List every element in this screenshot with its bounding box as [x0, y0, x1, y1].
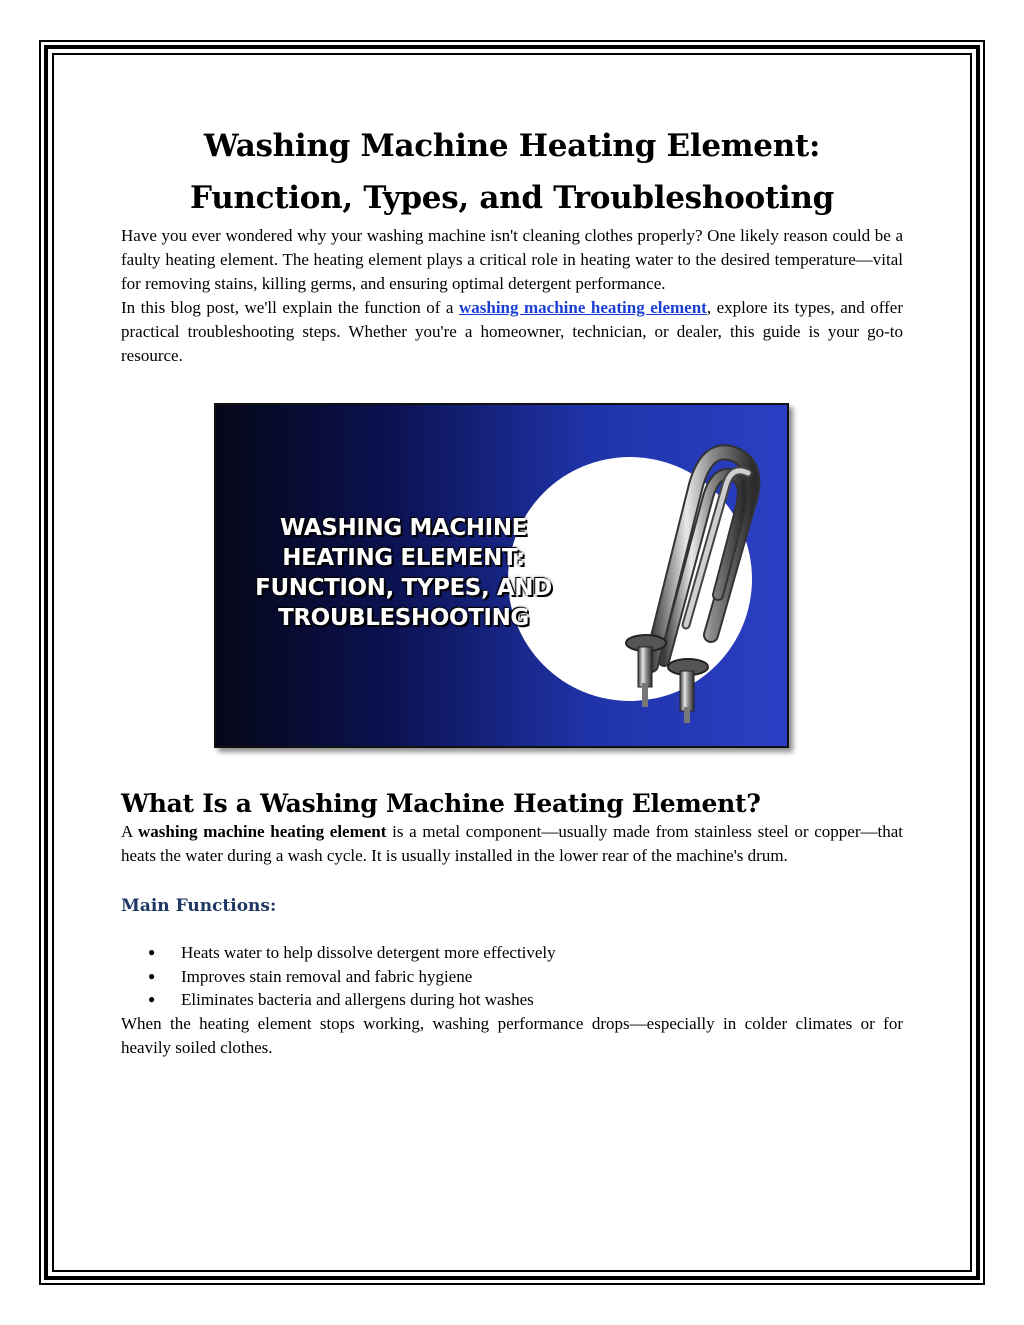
- section-heading: What Is a Washing Machine Heating Element?: [121, 789, 761, 818]
- list-item-text: Heats water to help dissolve detergent more effectively: [181, 943, 556, 962]
- bullet-icon: ●: [148, 992, 156, 1006]
- definition-rest: is a metal component—usually made from stainless steel or copper—that heats the water during a wash cycle. It is usually installed in the lower rear of the machine's drum.: [121, 822, 903, 865]
- second-paragraph: [121, 296, 903, 368]
- closing-paragraph: When the heating element stops working, washing performance drops—especially in colder climates or for heavily soiled clothes.: [121, 1013, 903, 1057]
- banner-line-3: FUNCTION, TYPES, AND: [255, 575, 552, 601]
- banner-line-4: TROUBLESHOOTING: [278, 605, 529, 631]
- definition-bold-term: washing machine heating element: [138, 822, 387, 841]
- intro-paragraph: Have you ever wondered why your washing machine isn't cleaning clothes properly? One likely reason could be a faulty heating element. The heating element plays a critical role in heating water to the desired temperature—vital for removing stains, killing germs, and ensuring optimal detergent performance.: [121, 226, 903, 293]
- list-item: [148, 941, 903, 965]
- list-item-text: Improves stain removal and fabric hygiene: [181, 966, 473, 986]
- banner-line-2: HEATING ELEMENT:: [282, 545, 525, 571]
- list-item: [148, 988, 903, 1012]
- list-item: [148, 965, 903, 989]
- page-title: Washing Machine Heating Element: Function, Types, and Troubleshooting: [190, 128, 834, 216]
- list-item-text: Eliminates bacteria and allergens during hot washes: [181, 990, 534, 1009]
- banner-line-1: WASHING MACHINE: [280, 515, 527, 541]
- second-paragraph-end: , explore its types, and offer practical troubleshooting steps. Whether you're a homeowner, technician, or dealer, this guide is your go-to resource.: [121, 298, 903, 365]
- document-content: [121, 120, 903, 1060]
- definition-prefix: A: [121, 822, 139, 841]
- definition-paragraph: [121, 820, 903, 868]
- banner-image: [214, 403, 789, 748]
- functions-list: [121, 941, 903, 1012]
- heating-element-icon: [576, 425, 776, 725]
- functions-subheading: Main Functions:: [121, 896, 277, 916]
- banner-headline: [224, 513, 584, 633]
- second-paragraph-start: In this blog post, we'll explain the function of a: [121, 298, 459, 317]
- heating-element-link[interactable]: washing machine heating element: [458, 298, 707, 317]
- bullet-icon: ●: [148, 968, 156, 983]
- bullet-icon: ●: [148, 945, 156, 959]
